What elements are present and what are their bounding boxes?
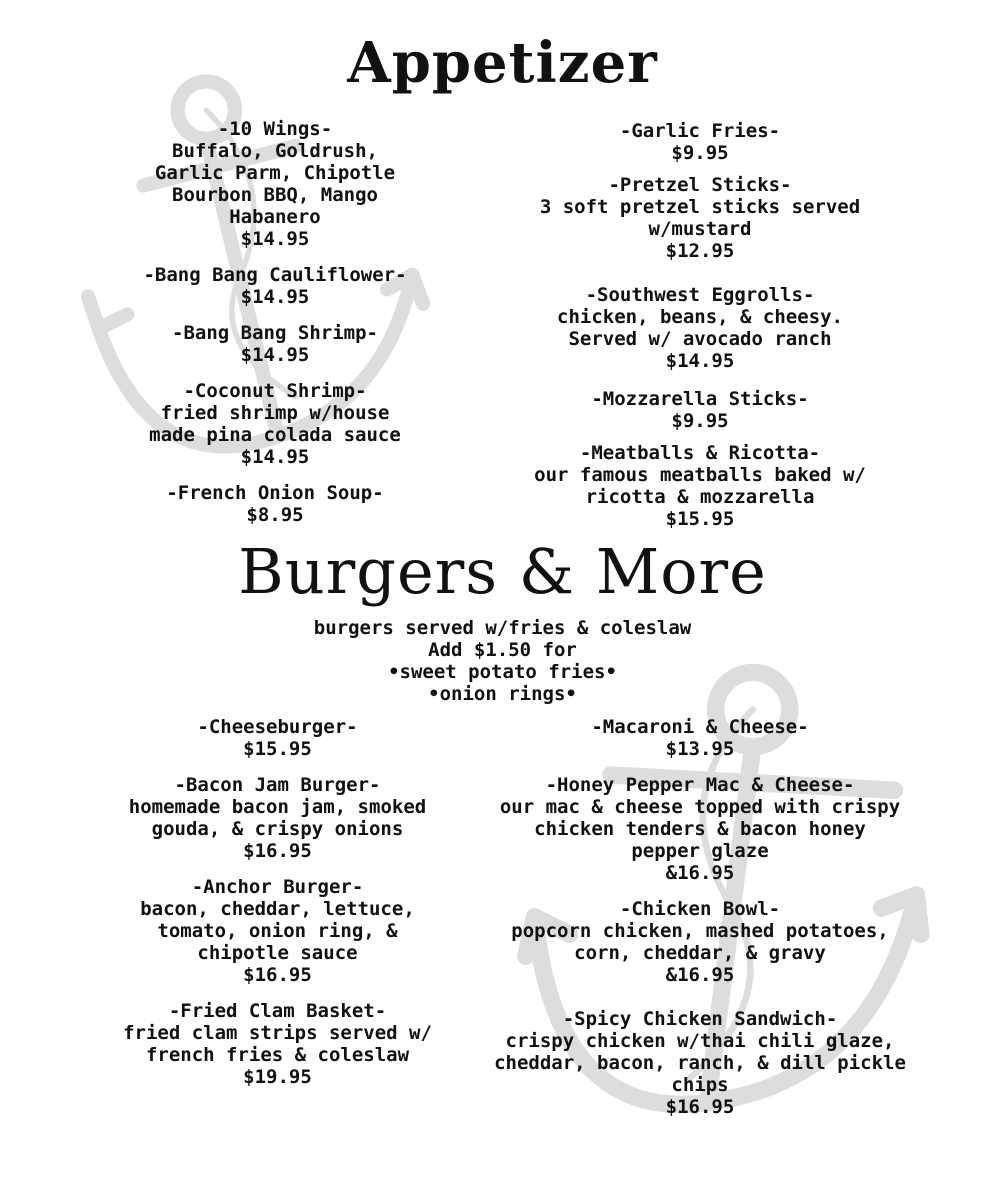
menu-item-name: -Pretzel Sticks- — [608, 174, 792, 196]
menu-item — [475, 898, 925, 986]
menu-item-description: french fries & coleslaw — [145, 1044, 410, 1066]
menu-item-name: -Anchor Burger- — [191, 876, 364, 898]
intro-line: •onion rings• — [428, 683, 577, 705]
menu-item-description: Habanero — [229, 206, 321, 228]
menu-item-description: tomato, onion ring, & — [157, 920, 398, 942]
menu-item-price: $9.95 — [671, 142, 729, 164]
intro-line: •sweet potato fries• — [388, 661, 617, 683]
appetizer-left-column — [95, 118, 455, 526]
menu-item-name: -Bang Bang Cauliflower- — [143, 264, 407, 286]
burgers-heading: Burgers & More — [238, 535, 767, 608]
menu-item — [95, 322, 455, 366]
menu-item-price: $15.95 — [665, 508, 735, 530]
menu-item — [95, 264, 455, 308]
menu-item — [520, 174, 880, 262]
menu-item-name: -Bang Bang Shrimp- — [172, 322, 378, 344]
menu-item — [95, 716, 460, 760]
appetizer-right-column — [520, 120, 880, 530]
menu-item-name: -Meatballs & Ricotta- — [579, 442, 821, 464]
menu-item-name: -Mozzarella Sticks- — [591, 388, 809, 410]
menu-item-description: crispy chicken w/thai chili glaze, — [505, 1030, 895, 1052]
intro-line: Add $1.50 for — [428, 639, 577, 661]
menu-item-name: -Honey Pepper Mac & Cheese- — [545, 774, 855, 796]
menu-item-price: &16.95 — [665, 964, 735, 986]
menu-item-name: -Coconut Shrimp- — [183, 380, 367, 402]
menu-item-price: $8.95 — [246, 504, 304, 526]
menu-item-description: corn, cheddar, & gravy — [574, 942, 826, 964]
menu-item-name: -Macaroni & Cheese- — [591, 716, 809, 738]
menu-item-description: Bourbon BBQ, Mango — [172, 184, 378, 206]
menu-item — [520, 284, 880, 372]
menu-item — [95, 876, 460, 986]
menu-item-name: -Cheeseburger- — [197, 716, 358, 738]
menu-item-price: $14.95 — [240, 228, 310, 250]
menu-item-name: -Garlic Fries- — [619, 120, 781, 142]
menu-item-price: $16.95 — [243, 964, 312, 986]
menu-item-price: $9.95 — [671, 410, 729, 432]
menu-item — [520, 442, 880, 530]
menu-item-description: our mac & cheese topped with crispy — [499, 796, 901, 818]
menu-item-name: -Chicken Bowl- — [619, 898, 781, 920]
menu-item-name: -Fried Clam Basket- — [168, 1000, 387, 1022]
menu-item-description: bacon, cheddar, lettuce, — [140, 898, 415, 920]
menu-item-price: $19.95 — [243, 1066, 312, 1088]
menu-item-price: $14.95 — [240, 286, 310, 308]
menu-item-description: chicken tenders & bacon honey — [534, 818, 866, 840]
menu-item-description: cheddar, bacon, ranch, & dill pickle — [494, 1052, 906, 1074]
menu-item-description: 3 soft pretzel sticks served — [539, 196, 861, 218]
burgers-left-column — [95, 716, 460, 1088]
appetizer-heading: Appetizer — [347, 30, 658, 96]
menu-item-description: w/mustard — [648, 218, 752, 240]
menu-item-name: -10 Wings- — [217, 118, 333, 140]
menu-item-name: -Spicy Chicken Sandwich- — [562, 1008, 838, 1030]
menu-item-description: fried clam strips served w/ — [123, 1022, 432, 1044]
menu-item-price: $14.95 — [665, 350, 735, 372]
burgers-right-column — [475, 716, 925, 1118]
menu-item — [95, 774, 460, 862]
menu-item-name: -French Onion Soup- — [166, 482, 384, 504]
menu-item-price: $14.95 — [240, 344, 310, 366]
menu-item-description: fried shrimp w/house — [160, 402, 390, 424]
menu-item-name: -Southwest Eggrolls- — [585, 284, 815, 306]
menu-item — [475, 1008, 925, 1118]
menu-item-price: $16.95 — [243, 840, 312, 862]
menu-item — [475, 774, 925, 884]
menu-item-description: Served w/ avocado ranch — [568, 328, 832, 350]
menu-item-description: homemade bacon jam, smoked — [128, 796, 427, 818]
menu-item-description: chipotle sauce — [197, 942, 358, 964]
intro-line: burgers served w/fries & coleslaw — [313, 617, 692, 639]
menu-item-name: -Bacon Jam Burger- — [174, 774, 381, 796]
menu-item — [95, 1000, 460, 1088]
menu-item-price: &16.95 — [665, 862, 735, 884]
menu-item-description: chips — [671, 1074, 729, 1096]
menu-item — [520, 120, 880, 164]
menu-item-price: $15.95 — [243, 738, 312, 760]
menu-item-price: $12.95 — [665, 240, 735, 262]
menu-item-description: popcorn chicken, mashed potatoes, — [511, 920, 889, 942]
menu-item-description: chicken, beans, & cheesy. — [557, 306, 843, 328]
menu-item-description: Garlic Parm, Chipotle — [154, 162, 396, 184]
menu-item — [520, 388, 880, 432]
menu-item-description: pepper glaze — [631, 840, 769, 862]
menu-item-description: our famous meatballs baked w/ — [534, 464, 866, 486]
menu-item — [95, 482, 455, 526]
menu-item-price: $13.95 — [665, 738, 735, 760]
menu-item-description: gouda, & crispy onions — [151, 818, 404, 840]
menu-item-description: made pina colada sauce — [149, 424, 401, 446]
menu-item-description: Buffalo, Goldrush, — [172, 140, 378, 162]
menu-item-description: ricotta & mozzarella — [585, 486, 815, 508]
menu-item-price: $14.95 — [240, 446, 310, 468]
menu-item — [95, 380, 455, 468]
menu-item — [475, 716, 925, 760]
menu-item — [95, 118, 455, 250]
burgers-intro — [0, 617, 1005, 705]
menu-item-price: $16.95 — [665, 1096, 735, 1118]
